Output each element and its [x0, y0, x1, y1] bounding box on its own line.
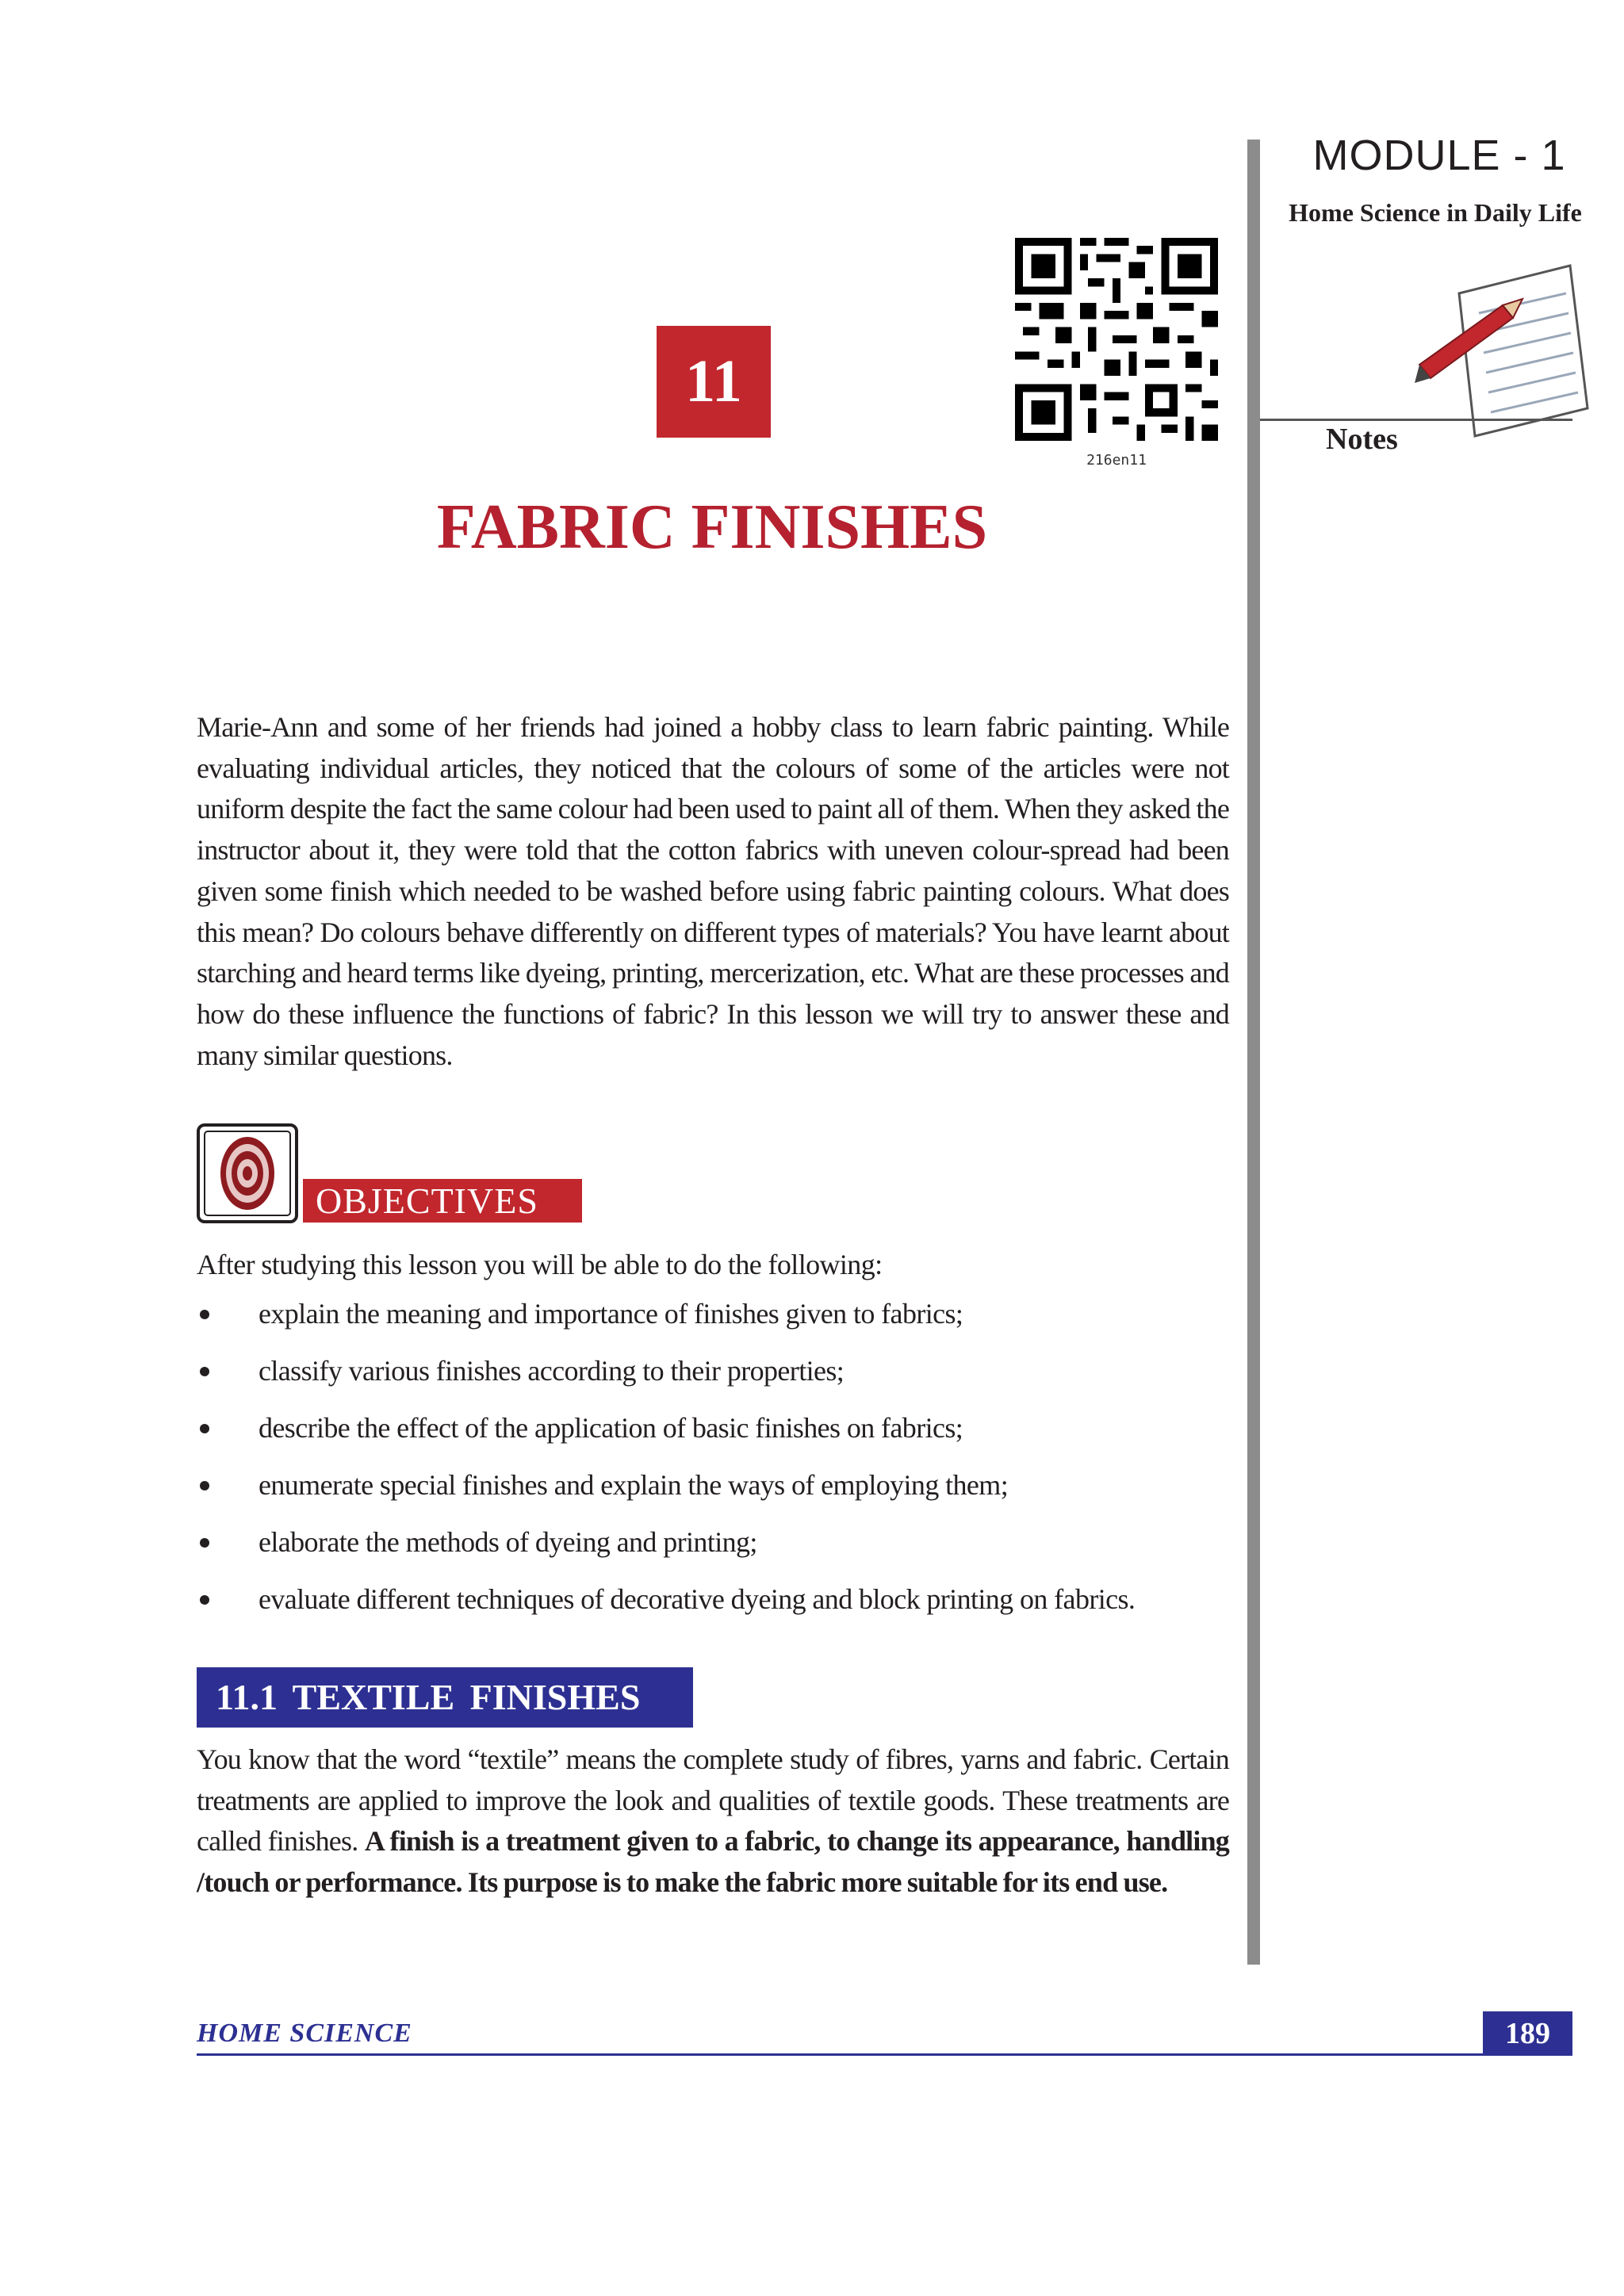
footer-book-title: HOME SCIENCE [197, 2019, 412, 2048]
section-heading: 11.1 TEXTILE FINISHES [197, 1667, 693, 1728]
objectives-list [190, 1294, 1237, 1636]
list-item: enumerate special finishes and explain the ways of employing them; [190, 1465, 1237, 1522]
objectives-heading: OBJECTIVES [303, 1179, 582, 1223]
footer-rule [197, 2053, 1572, 2056]
section-text: You know that the word “textile” means the complete study of fibres, yarns and fabric. Certain treatments are applied to improve the look and qualities of textile goods. These treatments are called finishes. [197, 1743, 1229, 1858]
page-number: 189 [1483, 2011, 1572, 2056]
notes-rule [1260, 419, 1572, 421]
section-definition: A finish is a treatment given to a fabric, to change its appearance, handling /touch or performance. Its purpose is to make the fabric more suitable for its end use. [197, 1825, 1229, 1899]
intro-paragraph: Marie-Ann and some of her friends had joined a hobby class to learn fabric painting. While evaluating individual articles, they noticed that the colours of some of the articles were not uniform despite the fact the same colour had been used to paint all of them. When they asked the instructor about it, they were told that the cotton fabrics with uneven colour-spread had been given some finish which needed to be washed before using fabric painting colours. What does this mean? Do colours behave differently on different types of materials? You have learnt about starching and heard terms like dyeing, printing, mercerization, etc. What are these processes and how do these influence the functions of fabric? In this lesson we will try to answer these and many similar questions. [197, 711, 1229, 1071]
sidebar-divider [1247, 140, 1260, 1965]
qr-code-label: 216en11 [1086, 452, 1147, 469]
list-item: elaborate the methods of dyeing and printing; [190, 1522, 1237, 1579]
chapter-number-badge: 11 [657, 326, 771, 438]
notes-label: Notes [1326, 423, 1398, 456]
list-item: describe the effect of the application of basic finishes on fabrics; [190, 1408, 1237, 1465]
list-item: explain the meaning and importance of finishes given to fabrics; [190, 1294, 1237, 1351]
section-paragraph [197, 1739, 1229, 1904]
qr-code-icon [1015, 238, 1218, 441]
list-item: evaluate different techniques of decorative dyeing and block printing on fabrics. [190, 1579, 1237, 1636]
module-subtitle: Home Science in Daily Life [1289, 198, 1582, 227]
module-label: MODULE - 1 [1312, 132, 1566, 179]
list-item: classify various finishes according to their properties; [190, 1351, 1237, 1408]
notepad-pencil-icon [1411, 258, 1590, 440]
target-icon [197, 1123, 298, 1223]
objectives-intro: After studying this lesson you will be able to do the following: [197, 1249, 883, 1280]
chapter-title: FABRIC FINISHES [436, 492, 988, 562]
